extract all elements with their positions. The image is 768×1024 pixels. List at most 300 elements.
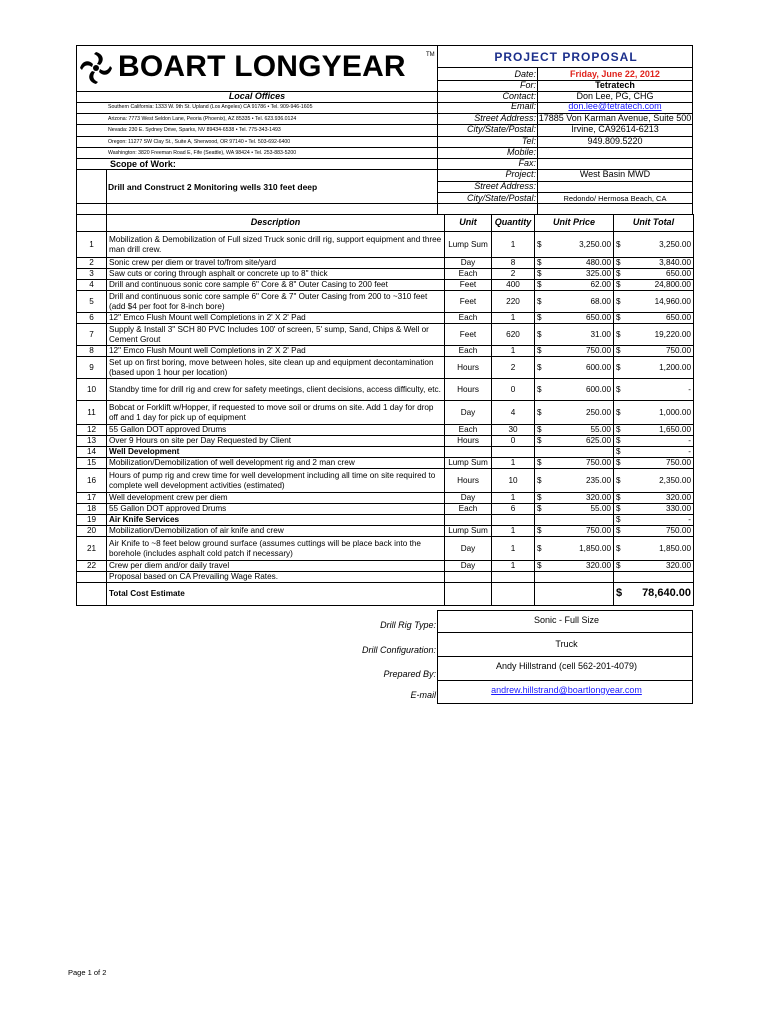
scope-text: Drill and Construct 2 Monitoring wells 310 feet deep [108, 182, 318, 192]
empty-cell [492, 572, 535, 583]
currency-symbol: $ [537, 258, 542, 268]
row-number: 14 [77, 447, 107, 458]
row-unit-price [535, 436, 614, 447]
row-unit-price-value: 750.00 [585, 458, 611, 468]
row-description: 12" Emco Flush Mount well Completions in 2' X 2' Pad [107, 346, 445, 357]
row-unit-total [614, 458, 694, 469]
row-number: 18 [77, 504, 107, 515]
row-description: 55 Gallon DOT approved Drums [107, 425, 445, 436]
table-row [77, 269, 694, 280]
row-number: 13 [77, 436, 107, 447]
row-unit: Each [445, 346, 492, 357]
row-unit-price-value: 31.00 [590, 329, 611, 339]
row-quantity [492, 515, 535, 526]
date-label: Date: [514, 69, 536, 79]
contact-value: Don Lee, PG, CHG [576, 91, 654, 101]
row-number: 4 [77, 280, 107, 291]
row-unit-price [535, 469, 614, 493]
rig-type-label: Drill Rig Type: [380, 620, 436, 630]
row-quantity: 620 [492, 324, 535, 346]
currency-symbol: $ [616, 407, 621, 417]
currency-symbol: $ [616, 561, 621, 571]
currency-symbol: $ [537, 280, 542, 290]
contact-label: Contact: [502, 91, 536, 101]
row-description: Drill and continuous sonic core sample 6" Core & 7" Outer Casing from 200 to ~310 feet (add $4 per foot for 8-inch bore) [107, 291, 445, 313]
row-quantity: 220 [492, 291, 535, 313]
row-unit-price-value: 1,850.00 [579, 543, 611, 553]
currency-symbol: $ [616, 587, 623, 600]
date-value: Friday, June 22, 2012 [570, 69, 660, 79]
row-number: 9 [77, 357, 107, 379]
table-row [77, 401, 694, 425]
row-unit-total-value: 19,220.00 [654, 329, 691, 339]
row-description: Well development crew per diem [107, 493, 445, 504]
prepared-value: Andy Hillstrand (cell 562-201-4079) [495, 661, 638, 671]
row-unit: Lump Sum [445, 232, 492, 258]
row-number: 7 [77, 324, 107, 346]
row-unit-total-value: 3,840.00 [659, 258, 691, 268]
row-unit-price [535, 447, 614, 458]
row-description: Set up on first boring, move between holes, site clean up and equipment decontamination (based upon 1 hour per location) [107, 357, 445, 379]
row-quantity: 1 [492, 526, 535, 537]
currency-symbol: $ [537, 329, 542, 339]
row-quantity: 1 [492, 232, 535, 258]
row-unit: Each [445, 425, 492, 436]
row-unit-total [614, 324, 694, 346]
table-row [77, 346, 694, 357]
fax-label: Fax: [518, 158, 536, 168]
row-unit-total [614, 401, 694, 425]
row-description: Hours of pump rig and crew time for well development including all time on site required to complete well development activities (estimated) [107, 469, 445, 493]
currency-symbol: $ [537, 526, 542, 536]
row-unit-price-value: 55.00 [590, 425, 611, 435]
tel-label: Tel: [521, 136, 536, 146]
row-description: Crew per diem and/or daily travel [107, 561, 445, 572]
row-unit: Day [445, 493, 492, 504]
row-unit: Day [445, 537, 492, 561]
row-unit-price-value: 320.00 [585, 493, 611, 503]
row-unit-price-value: 3,250.00 [579, 239, 611, 249]
office-line: Nevada: 230 E. Sydney Drive, Sparks, NV 89434-6538 • Tel. 775-343-1493 [108, 127, 281, 133]
header-unit-total: Unit Total [614, 215, 694, 232]
row-unit: Hours [445, 357, 492, 379]
row-unit-price-value: 68.00 [590, 296, 611, 306]
table-row [77, 324, 694, 346]
street2-label: Street Address: [474, 181, 536, 191]
row-number: 3 [77, 269, 107, 280]
row-unit-price [535, 401, 614, 425]
row-unit-price [535, 493, 614, 504]
city2-label: City/State/Postal: [466, 193, 536, 203]
row-unit-price [535, 291, 614, 313]
currency-symbol: $ [537, 504, 542, 514]
office-line: Oregon: 11277 SW Clay St., Suite A, Sherwood, OR 97140 • Tel. 503-692-6400 [108, 139, 291, 145]
row-description: 55 Gallon DOT approved Drums [107, 504, 445, 515]
currency-symbol: $ [537, 296, 542, 306]
row-description: Over 9 Hours on site per Day Requested by Client [107, 436, 445, 447]
table-row [77, 436, 694, 447]
currency-symbol: $ [537, 425, 542, 435]
row-unit-total [614, 436, 694, 447]
row-unit: Feet [445, 280, 492, 291]
company-logo [76, 46, 436, 92]
row-unit-price [535, 526, 614, 537]
table-row [77, 357, 694, 379]
table-row [77, 258, 694, 269]
row-unit-price [535, 561, 614, 572]
offices-heading: Local Offices [228, 91, 286, 101]
row-quantity: 8 [492, 258, 535, 269]
row-unit-price-value: 750.00 [585, 526, 611, 536]
row-unit-total [614, 258, 694, 269]
row-unit-total [614, 526, 694, 537]
empty-cell [614, 572, 694, 583]
city-label: City/State/Postal: [466, 124, 536, 134]
row-number: 10 [77, 379, 107, 401]
row-unit-total-value: 650.00 [665, 269, 691, 279]
row-unit-price [535, 280, 614, 291]
table-row [77, 232, 694, 258]
row-unit-price-value: 325.00 [585, 269, 611, 279]
project-label: Project: [505, 169, 536, 179]
tel-value: 949.809.5220 [587, 136, 643, 146]
row-unit-total-value: 750.00 [665, 346, 691, 356]
currency-symbol: $ [616, 346, 621, 356]
row-unit-total [614, 425, 694, 436]
row-description: Mobilization & Demobilization of Full sized Truck sonic drill rig, support equipment and three man drill crew. [107, 232, 445, 258]
header-quantity: Quantity [492, 215, 535, 232]
row-unit-price [535, 357, 614, 379]
row-unit-total-value: 1,850.00 [659, 543, 691, 553]
table-row [77, 504, 694, 515]
currency-symbol: $ [537, 362, 542, 372]
page-number: Page 1 of 2 [68, 968, 107, 977]
currency-symbol: $ [616, 258, 621, 268]
row-quantity: 1 [492, 458, 535, 469]
currency-symbol: $ [616, 458, 621, 468]
row-description: Bobcat or Forklift w/Hopper, if requested to move soil or drums on site. Add 1 day for drop off and 1 day for pick up of equipment [107, 401, 445, 425]
row-unit-total [614, 379, 694, 401]
currency-symbol: $ [616, 362, 621, 372]
row-unit-total [614, 469, 694, 493]
prepared-email-link[interactable]: andrew.hillstrand@boartlongyear.com [491, 685, 642, 695]
currency-symbol: $ [537, 313, 542, 323]
line-items-table [76, 214, 694, 606]
row-unit-total [614, 346, 694, 357]
row-unit-total-value: 2,350.00 [659, 475, 691, 485]
company-name: BOART LONGYEAR [118, 50, 406, 83]
currency-symbol: $ [616, 313, 621, 323]
row-unit: Feet [445, 324, 492, 346]
row-unit-total [614, 447, 694, 458]
row-unit: Day [445, 561, 492, 572]
currency-symbol: $ [616, 425, 621, 435]
table-row [77, 458, 694, 469]
scope-label: Scope of Work: [110, 159, 176, 169]
empty-cell [445, 572, 492, 583]
row-quantity: 6 [492, 504, 535, 515]
row-quantity: 1 [492, 561, 535, 572]
row-quantity: 0 [492, 379, 535, 401]
row-quantity: 400 [492, 280, 535, 291]
row-unit: Hours [445, 436, 492, 447]
row-unit-total-value: 330.00 [665, 504, 691, 514]
header-unit-price: Unit Price [535, 215, 614, 232]
row-unit [445, 515, 492, 526]
row-quantity: 2 [492, 269, 535, 280]
row-unit-price [535, 515, 614, 526]
row-unit-price [535, 504, 614, 515]
table-row [77, 526, 694, 537]
total-label: Total Cost Estimate [107, 583, 445, 606]
row-number: 20 [77, 526, 107, 537]
currency-symbol: $ [616, 475, 621, 485]
row-number: 15 [77, 458, 107, 469]
row-unit-total [614, 561, 694, 572]
row-unit-total-value: - [688, 384, 691, 394]
city-value: Irvine, CA92614-6213 [571, 124, 659, 134]
row-unit-price [535, 232, 614, 258]
row-unit-price-value: 600.00 [585, 362, 611, 372]
row-description: Air Knife Services [107, 515, 445, 526]
row-quantity [492, 447, 535, 458]
row-description: Drill and continuous sonic core sample 6" Core & 8" Outer Casing to 200 feet [107, 280, 445, 291]
row-unit-total [614, 537, 694, 561]
row-quantity: 0 [492, 436, 535, 447]
row-unit-total-value: 750.00 [665, 458, 691, 468]
row-unit-price-value: 750.00 [585, 346, 611, 356]
row-unit-total-value: 750.00 [665, 526, 691, 536]
row-number: 5 [77, 291, 107, 313]
row-number: 12 [77, 425, 107, 436]
row-unit [445, 447, 492, 458]
row-unit-price-value: 480.00 [585, 258, 611, 268]
row-unit-total [614, 504, 694, 515]
row-unit-price [535, 537, 614, 561]
currency-symbol: $ [616, 526, 621, 536]
row-number: 16 [77, 469, 107, 493]
row-unit: Each [445, 504, 492, 515]
row-unit: Hours [445, 469, 492, 493]
prepared-label: Prepared By: [383, 669, 436, 679]
row-quantity: 1 [492, 537, 535, 561]
city2-value: Redondo/ Hermosa Beach, CA [563, 194, 667, 203]
row-description: Supply & Install 3" SCH 80 PVC Includes 100' of screen, 5' sump, Sand, Chips & Well or Cement Grout [107, 324, 445, 346]
row-unit-price [535, 313, 614, 324]
row-unit: Each [445, 269, 492, 280]
row-unit-total [614, 493, 694, 504]
currency-symbol: $ [616, 269, 621, 279]
currency-symbol: $ [537, 493, 542, 503]
currency-symbol: $ [537, 407, 542, 417]
row-quantity: 4 [492, 401, 535, 425]
row-unit-price [535, 425, 614, 436]
header-unit: Unit [445, 215, 492, 232]
currency-symbol: $ [616, 280, 621, 290]
row-number: 1 [77, 232, 107, 258]
empty-cell [535, 572, 614, 583]
row-quantity: 1 [492, 346, 535, 357]
office-line: Washington: 3820 Freeman Road E, Fife (Seattle), WA 98424 • Tel. 253-883-5200 [108, 150, 297, 156]
table-row [77, 379, 694, 401]
email-label: Email: [510, 101, 536, 111]
table-row [77, 280, 694, 291]
row-number: 8 [77, 346, 107, 357]
row-unit-total-value: 1,650.00 [659, 425, 691, 435]
table-row [77, 515, 694, 526]
note-no [77, 572, 107, 583]
row-unit-total [614, 269, 694, 280]
currency-symbol: $ [537, 475, 542, 485]
row-unit-price-value: 650.00 [585, 313, 611, 323]
currency-symbol: $ [616, 296, 621, 306]
row-number: 22 [77, 561, 107, 572]
row-unit-price [535, 379, 614, 401]
table-row [77, 291, 694, 313]
currency-symbol: $ [537, 269, 542, 279]
row-unit-total-value: 320.00 [665, 561, 691, 571]
mobile-label: Mobile: [506, 147, 536, 157]
proposal-note: Proposal based on CA Prevailing Wage Rates. [107, 572, 445, 583]
currency-symbol: $ [616, 329, 621, 339]
currency-symbol: $ [616, 493, 621, 503]
row-description: Well Development [107, 447, 445, 458]
row-unit-total-value: 320.00 [665, 493, 691, 503]
row-number: 11 [77, 401, 107, 425]
row-unit-total-value: - [688, 515, 691, 525]
row-unit: Day [445, 401, 492, 425]
row-unit-total [614, 313, 694, 324]
note-row [77, 572, 694, 583]
table-row [77, 313, 694, 324]
table-row [77, 425, 694, 436]
row-unit: Feet [445, 291, 492, 313]
currency-symbol: $ [537, 436, 542, 446]
trademark: TM [426, 52, 435, 58]
row-description: Standby time for drill rig and crew for safety meetings, client decisions, access difficulty, etc. [107, 379, 445, 401]
row-unit: Day [445, 258, 492, 269]
row-quantity: 1 [492, 493, 535, 504]
currency-symbol: $ [537, 239, 542, 249]
header-description: Description [107, 215, 445, 232]
row-unit-price [535, 324, 614, 346]
row-unit: Each [445, 313, 492, 324]
currency-symbol: $ [616, 515, 621, 525]
row-unit-total-value: 24,800.00 [654, 280, 691, 290]
row-unit: Lump Sum [445, 526, 492, 537]
row-unit-total-value: 1,200.00 [659, 362, 691, 372]
street-value: 17885 Von Karman Avenue, Suite 500 [538, 113, 692, 123]
row-unit-total [614, 515, 694, 526]
row-description: Sonic crew per diem or travel to/from site/yard [107, 258, 445, 269]
config-value: Truck [555, 639, 578, 649]
row-number: 21 [77, 537, 107, 561]
row-quantity: 30 [492, 425, 535, 436]
row-number: 6 [77, 313, 107, 324]
row-description: Air Knife to ~8 feet below ground surface (assumes cuttings will be place back into the borehole (includes asphalt cold patch if necessary) [107, 537, 445, 561]
proposal-title: PROJECT PROPOSAL [494, 50, 638, 64]
currency-symbol: $ [537, 346, 542, 356]
row-description: Saw cuts or coring through asphalt or concrete up to 8" thick [107, 269, 445, 280]
currency-symbol: $ [616, 384, 621, 394]
row-description: Mobilization/Demobilization of air knife and crew [107, 526, 445, 537]
total-row [77, 583, 694, 606]
row-unit-price-value: 320.00 [585, 561, 611, 571]
row-description: Mobilization/Demobilization of well development rig and 2 man crew [107, 458, 445, 469]
table-header-row [77, 215, 694, 232]
row-unit-price [535, 458, 614, 469]
config-label: Drill Configuration: [361, 645, 436, 655]
table-row [77, 537, 694, 561]
row-unit-total [614, 357, 694, 379]
row-unit-price [535, 346, 614, 357]
currency-symbol: $ [616, 436, 621, 446]
row-unit-price-value: 600.00 [585, 384, 611, 394]
email-link[interactable]: don.lee@tetratech.com [568, 101, 662, 111]
empty-cell [445, 583, 492, 606]
row-description: 12" Emco Flush Mount well Completions in 2' X 2' Pad [107, 313, 445, 324]
row-unit: Lump Sum [445, 458, 492, 469]
row-unit-total-value: - [688, 447, 691, 457]
currency-symbol: $ [616, 239, 621, 249]
office-line: Southern California: 1333 W. 9th St. Upland (Los Angeles) CA 91786 • Tel. 909-946-1605 [108, 104, 313, 110]
row-unit-total [614, 232, 694, 258]
row-unit-total-value: - [688, 436, 691, 446]
table-row [77, 447, 694, 458]
row-unit-price-value: 62.00 [590, 280, 611, 290]
row-unit-price-value: 625.00 [585, 436, 611, 446]
row-unit-total [614, 291, 694, 313]
row-unit-total-value: 650.00 [665, 313, 691, 323]
currency-symbol: $ [616, 504, 621, 514]
project-value: West Basin MWD [579, 169, 651, 179]
logo-icon [79, 51, 113, 85]
row-number: 2 [77, 258, 107, 269]
row-unit-price [535, 269, 614, 280]
row-quantity: 2 [492, 357, 535, 379]
empty-cell [492, 583, 535, 606]
row-unit-total-value: 3,250.00 [659, 239, 691, 249]
row-unit-price [535, 258, 614, 269]
details-email-label: E-mail [410, 690, 436, 700]
table-row [77, 561, 694, 572]
street-label: Street Address: [474, 113, 536, 123]
row-unit-total-value: 1,000.00 [659, 407, 691, 417]
row-quantity: 10 [492, 469, 535, 493]
row-number: 19 [77, 515, 107, 526]
total-cost-value: 78,640.00 [642, 587, 691, 600]
for-label: For: [519, 80, 536, 90]
row-unit: Hours [445, 379, 492, 401]
row-quantity: 1 [492, 313, 535, 324]
office-line: Arizona: 7773 West Seldon Lane, Peoria (Phoenix), AZ 85335 • Tel. 623.936.0124 [108, 116, 297, 122]
row-unit-price-value: 250.00 [585, 407, 611, 417]
row-unit-total [614, 280, 694, 291]
row-unit-price-value: 55.00 [590, 504, 611, 514]
total-cost [614, 583, 694, 606]
header-no [77, 215, 107, 232]
table-row [77, 469, 694, 493]
currency-symbol: $ [537, 543, 542, 553]
table-row [77, 493, 694, 504]
for-value: Tetratech [595, 80, 635, 90]
total-no [77, 583, 107, 606]
row-number: 17 [77, 493, 107, 504]
currency-symbol: $ [537, 561, 542, 571]
empty-cell [535, 583, 614, 606]
currency-symbol: $ [537, 458, 542, 468]
currency-symbol: $ [616, 447, 621, 457]
